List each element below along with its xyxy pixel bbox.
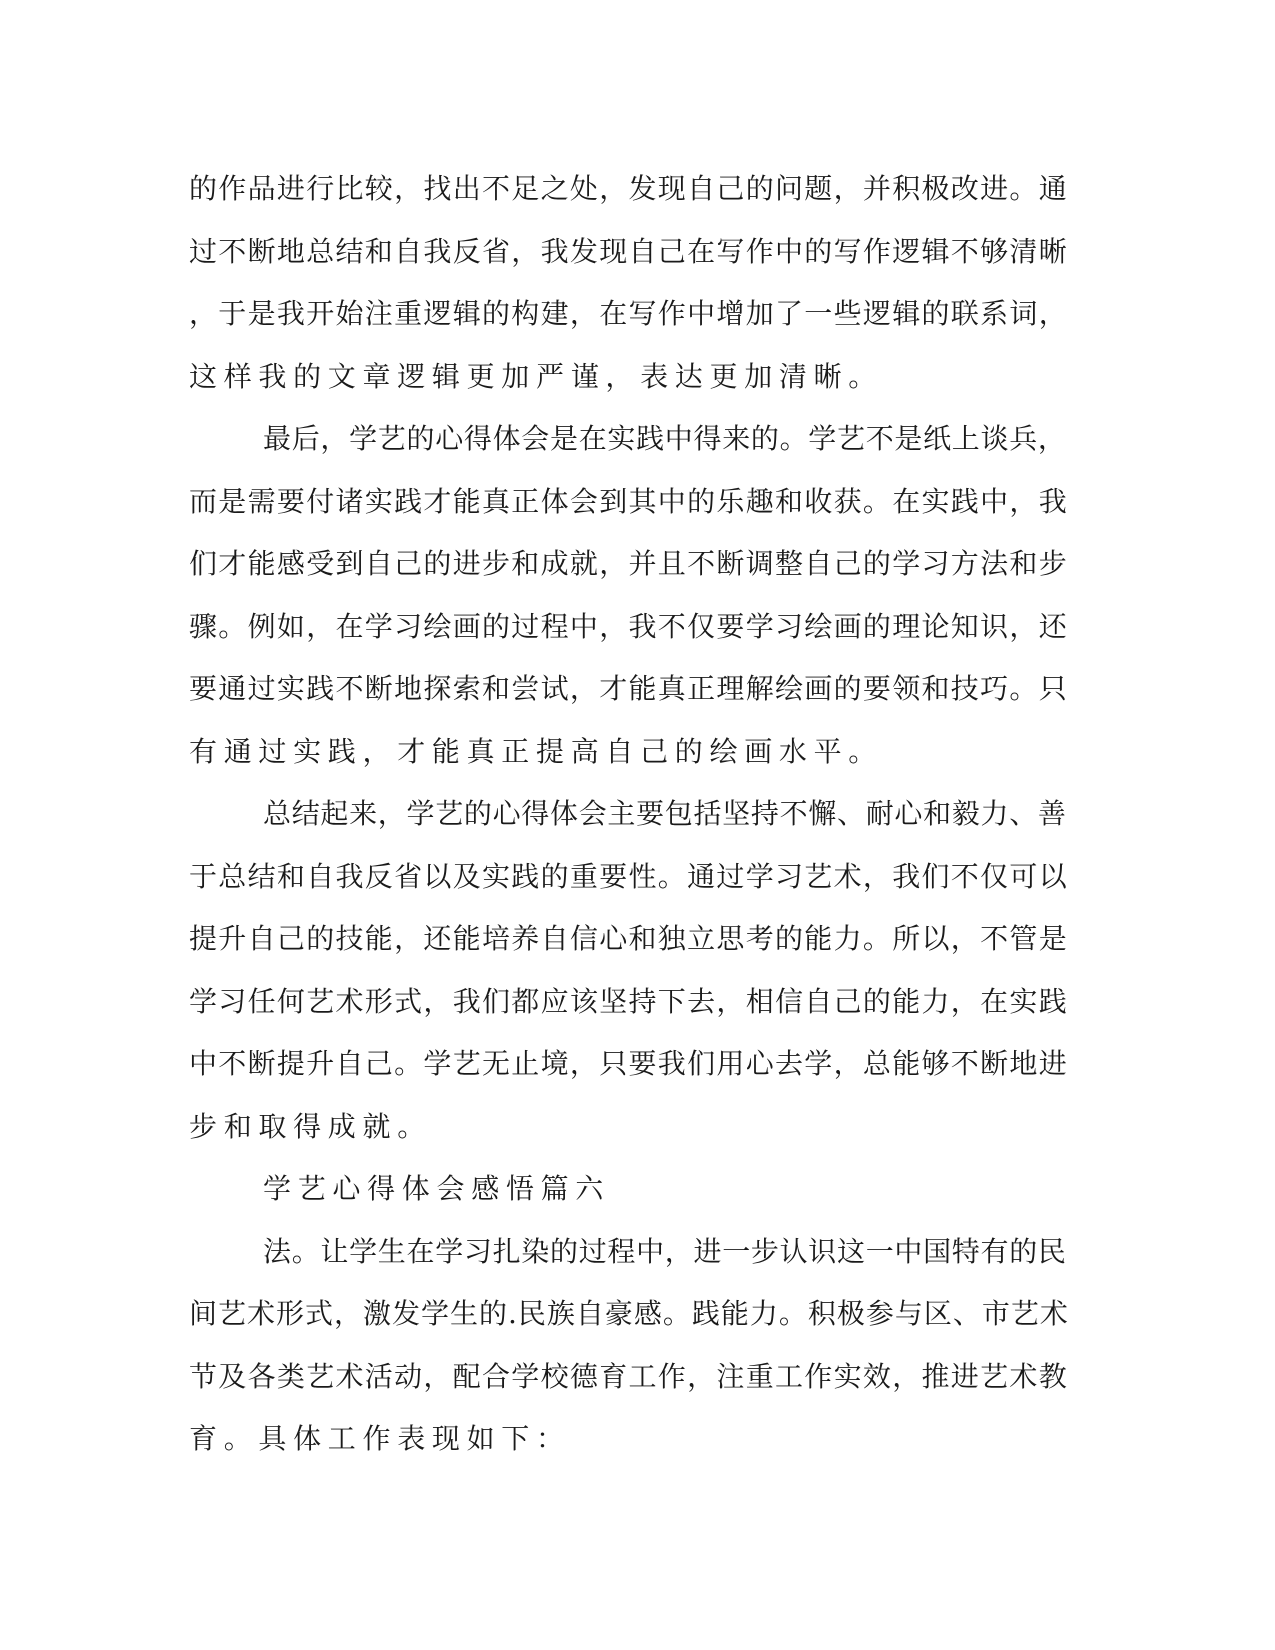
text-line: 最后，学艺的心得体会是在实践中得来的。学艺不是纸上谈兵， xyxy=(263,422,1067,455)
text-line: 过不断地总结和自我反省，我发现自己在写作中的写作逻辑不够清晰 xyxy=(189,234,1069,268)
text-line: 间艺术形式，激发学生的.民族自豪感。践能力。积极参与区、市艺术 xyxy=(189,1297,1069,1330)
text-line: 而是需要付诸实践才能真正体会到其中的乐趣和收获。在实践中，我 xyxy=(189,484,1069,518)
text-line: 育。具体工作表现如下： xyxy=(189,1422,571,1455)
text-line: 的作品进行比较，找出不足之处，发现自己的问题，并积极改进。通 xyxy=(189,172,1069,205)
text-line: 中不断提升自己。学艺无止境，只要我们用心去学，总能够不断地进 xyxy=(189,1047,1069,1080)
text-line: 于总结和自我反省以及实践的重要性。通过学习艺术，我们不仅可以 xyxy=(189,859,1069,893)
text-line: 节及各类艺术活动，配合学校德育工作，注重工作实效，推进艺术教 xyxy=(189,1359,1069,1393)
text-line: 总结起来，学艺的心得体会主要包括坚持不懈、耐心和毅力、善 xyxy=(263,797,1067,830)
text-line: 学艺心得体会感悟篇六 xyxy=(263,1172,611,1205)
text-line: 要通过实践不断地探索和尝试，才能真正理解绘画的要领和技巧。只 xyxy=(189,672,1069,705)
text-line: 骤。例如，在学习绘画的过程中，我不仅要学习绘画的理论知识，还 xyxy=(189,609,1069,643)
text-line: 学习任何艺术形式，我们都应该坚持下去，相信自己的能力，在实践 xyxy=(189,984,1069,1018)
text-line: 有通过实践，才能真正提高自己的绘画水平。 xyxy=(189,734,884,768)
text-line: ，于是我开始注重逻辑的构建，在写作中增加了一些逻辑的联系词， xyxy=(189,297,1069,330)
body-text xyxy=(189,158,1069,1471)
text-line: 步和取得成就。 xyxy=(189,1109,432,1143)
text-line: 法。让学生在学习扎染的过程中，进一步认识这一中国特有的民 xyxy=(263,1234,1067,1268)
text-line: 这样我的文章逻辑更加严谨，表达更加清晰。 xyxy=(189,359,884,393)
text-line: 们才能感受到自己的进步和成就，并且不断调整自己的学习方法和步 xyxy=(189,547,1069,580)
text-line: 提升自己的技能，还能培养自信心和独立思考的能力。所以，不管是 xyxy=(189,922,1069,955)
